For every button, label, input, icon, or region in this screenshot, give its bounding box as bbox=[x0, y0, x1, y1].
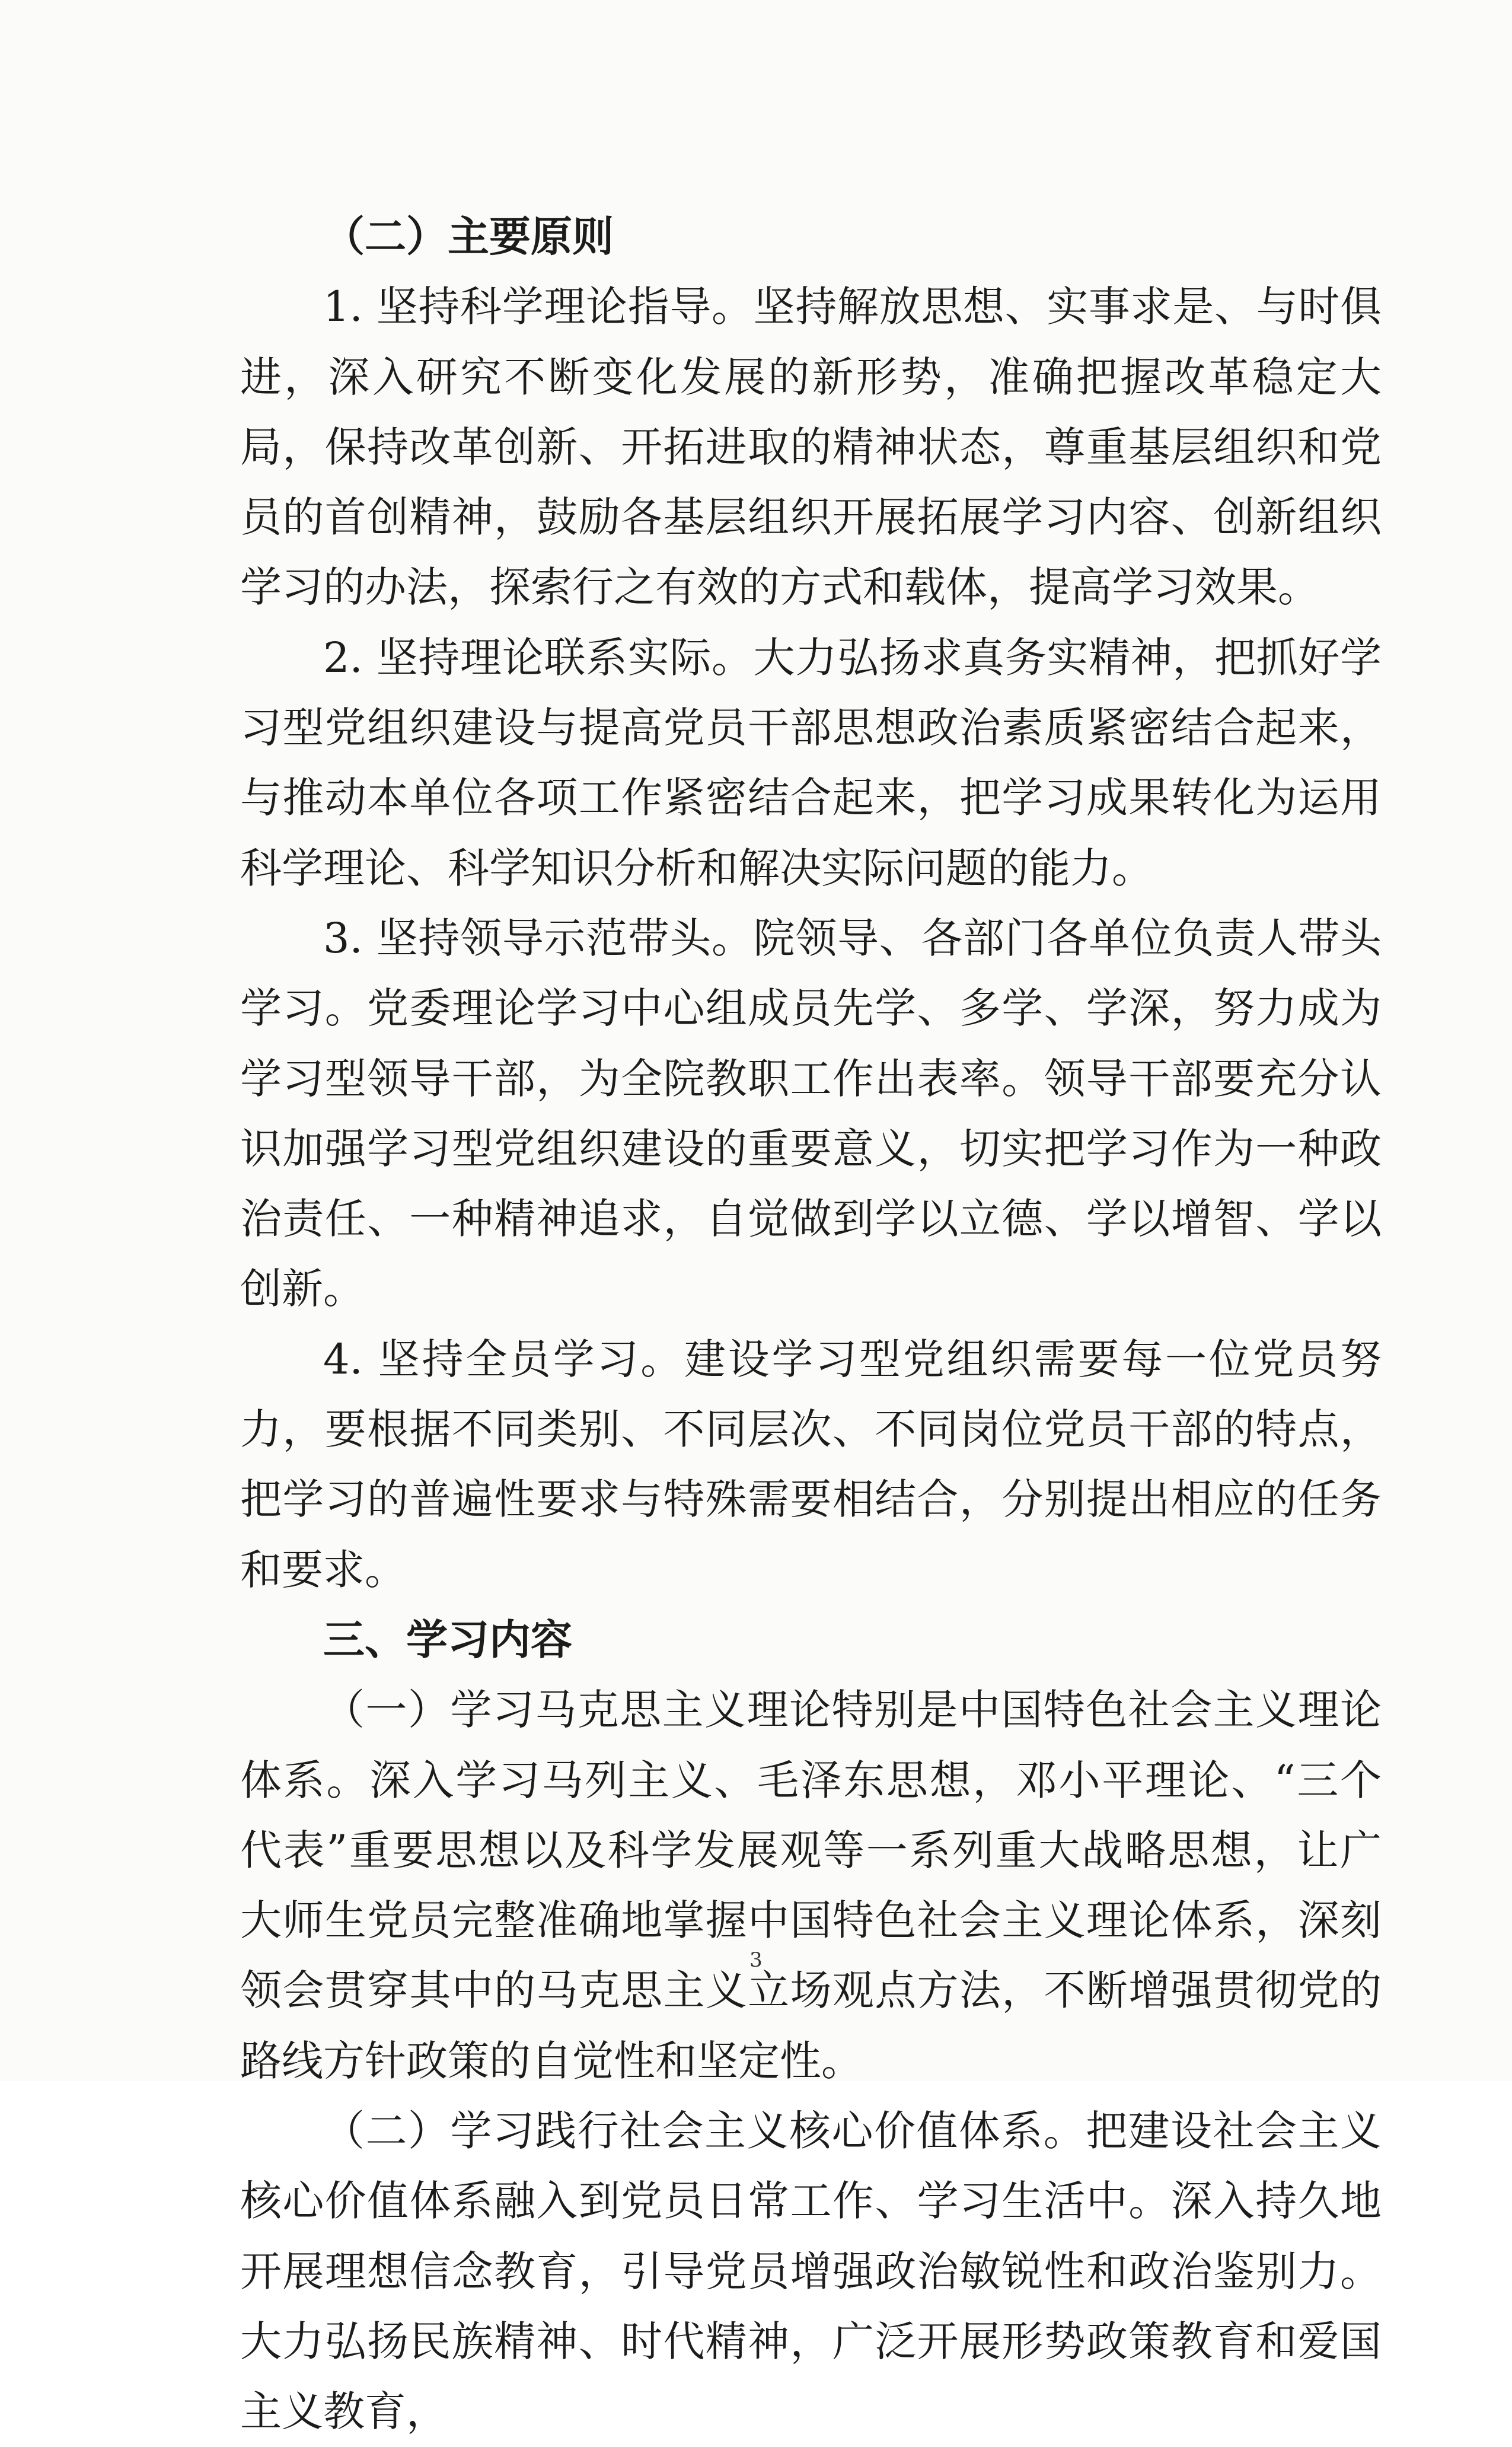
page-number: 3 bbox=[749, 1948, 763, 1972]
paragraph-content-2: （二）学习践行社会主义核心价值体系。把建设社会主义核心价值体系融入到党员日常工作、学习生活中。深入持久地开展理想信念教育，引导党员增强政治敏锐性和政治鉴别力。大力弘扬民族精神、时代精神，广泛开展形势政策教育和爱国主义教育， bbox=[240, 2107, 1382, 2436]
section-heading-content: 三、学习内容 bbox=[323, 1615, 572, 1664]
paragraph-principle-2: 2. 坚持理论联系实际。大力弘扬求真务实精神，把抓好学习型党组织建设与提高党员干部思想政治素质紧密结合起来，与推动本单位各项工作紧密结合起来，把学习成果转化为运用科学理论、科学知识分析和解决实际问题的能力。 bbox=[240, 633, 1382, 893]
paragraph-content-1: （一）学习马克思主义理论特别是中国特色社会主义理论体系。深入学习马列主义、毛泽东思想，邓小平理论、“三个代表”重要思想以及科学发展观等一系列重大战略思想，让广大师生党员完整准确地掌握中国特色社会主义理论体系，深刻领会贯穿其中的马克思主义立场观点方法，不断增强贯彻党的路线方针政策的自觉性和坚定性。 bbox=[240, 1686, 1382, 2085]
paragraph-principle-1: 1. 坚持科学理论指导。坚持解放思想、实事求是、与时俱进，深入研究不断变化发展的新形势，准确把握改革稳定大局，保持改革创新、开拓进取的精神状态，尊重基层组织和党员的首创精神，鼓励各基层组织开展拓展学习内容、创新组织学习的办法，探索行之有效的方式和载体，提高学习效果。 bbox=[240, 282, 1382, 612]
section-heading-principles: （二）主要原则 bbox=[323, 212, 614, 261]
paragraph-principle-4: 4. 坚持全员学习。建设学习型党组织需要每一位党员努力，要根据不同类别、不同层次、不同岗位党员干部的特点，把学习的普遍性要求与特殊需要相结合，分别提出相应的任务和要求。 bbox=[240, 1334, 1382, 1594]
paragraph-principle-3: 3. 坚持领导示范带头。院领导、各部门各单位负责人带头学习。党委理论学习中心组成员先学、多学、学深，努力成为学习型领导干部，为全院教职工作出表率。领导干部要充分认识加强学习型党组织建设的重要意义，切实把学习作为一种政治责任、一种精神追求，自觉做到学以立德、学以增智、学以创新。 bbox=[240, 913, 1382, 1314]
document-body bbox=[240, 202, 1382, 2447]
